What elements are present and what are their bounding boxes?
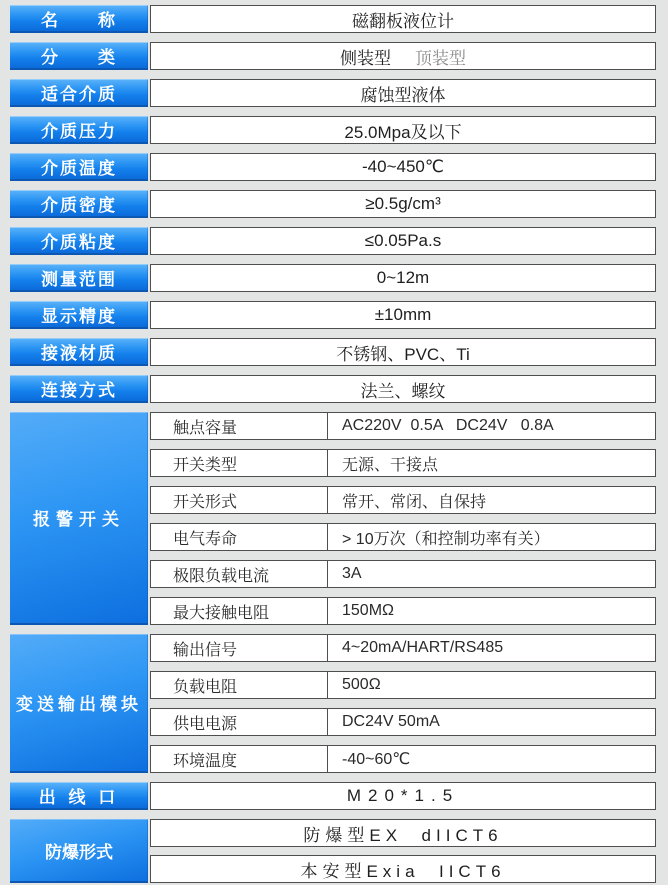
explosion-proof-type-ex: 防爆型EX dIICT6 xyxy=(150,819,656,847)
sub-value-output-signal: 4~20mA/HART/RS485 xyxy=(327,634,656,662)
alarm-switch-group xyxy=(10,412,656,625)
row-value-medium-temperature: -40~450℃ xyxy=(150,153,656,181)
sub-label-switch-form: 开关形式 xyxy=(150,486,327,514)
table-row xyxy=(10,42,656,70)
table-row xyxy=(10,153,656,181)
row-label-wetted-material: 接液材质 xyxy=(10,338,148,366)
row-value-wetted-material: 不锈钢、PVC、Ti xyxy=(150,338,656,366)
row-label-medium-temperature: 介质温度 xyxy=(10,153,148,181)
table-row xyxy=(150,708,656,736)
table-row xyxy=(150,412,656,440)
table-row xyxy=(150,671,656,699)
sub-value-switch-type: 无源、干接点 xyxy=(327,449,656,477)
transmitter-module-group xyxy=(10,634,656,773)
table-row xyxy=(10,116,656,144)
sub-label-max-contact-resistance: 最大接触电阻 xyxy=(150,597,327,625)
row-label-medium-density: 介质密度 xyxy=(10,190,148,218)
category-side-mounted: 侧装型 xyxy=(340,48,391,68)
table-row xyxy=(10,301,656,329)
sub-label-load-resistance: 负载电阻 xyxy=(150,671,327,699)
table-row xyxy=(10,79,656,107)
sub-label-contact-capacity: 触点容量 xyxy=(150,412,327,440)
row-value-connection-type: 法兰、螺纹 xyxy=(150,375,656,403)
explosion-proof-rows xyxy=(150,819,656,883)
intrinsically-safe-type-exia: 本安型Exia IICT6 xyxy=(150,855,656,883)
row-value-measuring-range: 0~12m xyxy=(150,264,656,292)
table-row xyxy=(150,819,656,847)
group-label-transmitter-module: 变送输出模块 xyxy=(10,634,148,773)
table-row xyxy=(150,855,656,883)
table-row xyxy=(10,264,656,292)
row-label-category: 分 类 xyxy=(10,42,148,70)
table-row xyxy=(10,338,656,366)
table-row xyxy=(150,560,656,588)
sub-value-switch-form: 常开、常闭、自保持 xyxy=(327,486,656,514)
row-label-name: 名 称 xyxy=(10,5,148,33)
row-label-suitable-medium: 适合介质 xyxy=(10,79,148,107)
table-row xyxy=(10,782,656,810)
table-row xyxy=(10,375,656,403)
sub-label-output-signal: 输出信号 xyxy=(150,634,327,662)
row-value-cable-outlet: M20*1.5 xyxy=(150,782,656,810)
table-row xyxy=(10,5,656,33)
row-value-medium-density: ≥0.5g/cm³ xyxy=(150,190,656,218)
transmitter-module-rows xyxy=(150,634,656,773)
row-label-cable-outlet: 出 线 口 xyxy=(10,782,148,810)
row-value-suitable-medium: 腐蚀型液体 xyxy=(150,79,656,107)
table-row xyxy=(10,227,656,255)
row-label-medium-viscosity: 介质粘度 xyxy=(10,227,148,255)
sub-value-power-supply: DC24V 50mA xyxy=(327,708,656,736)
table-row xyxy=(150,486,656,514)
sub-value-contact-capacity: AC220V 0.5A DC24V 0.8A xyxy=(327,412,656,440)
sub-label-power-supply: 供电电源 xyxy=(150,708,327,736)
table-row xyxy=(150,449,656,477)
table-row xyxy=(150,523,656,551)
category-top-mounted: 顶装型 xyxy=(415,48,466,68)
table-row xyxy=(150,745,656,773)
row-label-connection-type: 连接方式 xyxy=(10,375,148,403)
sub-label-limit-load-current: 极限负载电流 xyxy=(150,560,327,588)
sub-label-electrical-life: 电气寿命 xyxy=(150,523,327,551)
group-label-alarm-switch: 报警开关 xyxy=(10,412,148,625)
alarm-switch-rows xyxy=(150,412,656,625)
sub-value-ambient-temperature: -40~60℃ xyxy=(327,745,656,773)
table-row xyxy=(150,597,656,625)
row-value-category xyxy=(150,42,656,70)
explosion-proof-group xyxy=(10,819,656,883)
sub-value-limit-load-current: 3A xyxy=(327,560,656,588)
sub-value-max-contact-resistance: 150MΩ xyxy=(327,597,656,625)
row-value-medium-viscosity: ≤0.05Pa.s xyxy=(150,227,656,255)
sub-value-load-resistance: 500Ω xyxy=(327,671,656,699)
table-row xyxy=(150,634,656,662)
row-label-display-accuracy: 显示精度 xyxy=(10,301,148,329)
row-label-medium-pressure: 介质压力 xyxy=(10,116,148,144)
sub-label-switch-type: 开关类型 xyxy=(150,449,327,477)
table-row xyxy=(10,190,656,218)
row-value-display-accuracy: ±10mm xyxy=(150,301,656,329)
group-label-explosion-proof: 防爆形式 xyxy=(10,819,148,883)
sub-label-ambient-temperature: 环境温度 xyxy=(150,745,327,773)
row-value-medium-pressure: 25.0Mpa及以下 xyxy=(150,116,656,144)
row-value-name: 磁翻板液位计 xyxy=(150,5,656,33)
sub-value-electrical-life: > 10万次（和控制功率有关） xyxy=(327,523,656,551)
row-label-measuring-range: 测量范围 xyxy=(10,264,148,292)
